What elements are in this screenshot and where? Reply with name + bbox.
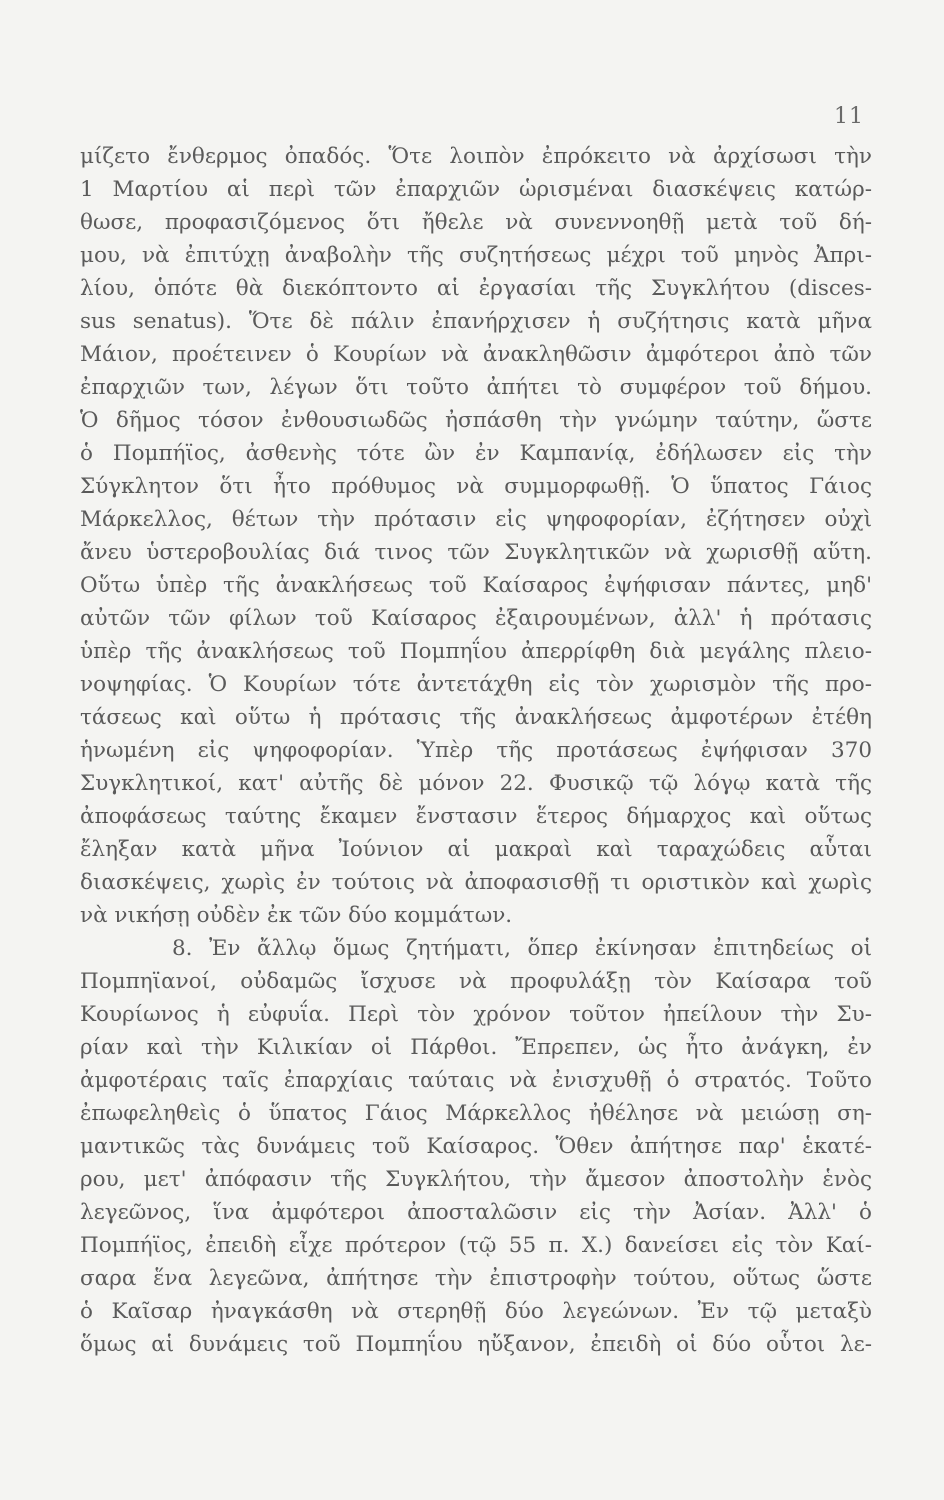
text-line: ἐπωφεληθεὶς ὁ ὕπατος Γάιος Μάρκελλος ἠθέλησε νὰ μειώσῃ ση- bbox=[80, 1101, 872, 1126]
text-line: ἡνωμένη εἰς ψηφοφορίαν. Ὑπὲρ τῆς προτάσεως ἐψήφισαν 370 bbox=[80, 738, 872, 763]
text-line: Μάιον, προέτεινεν ὁ Κουρίων νὰ ἀνακληθῶσιν ἀμφότεροι ἀπὸ τῶν bbox=[80, 342, 872, 367]
text-line: Πομπήϊος, ἐπειδὴ εἶχε πρότερον (τῷ 55 π. Χ.) δανείσει εἰς τὸν Καί- bbox=[80, 1233, 872, 1258]
text-line: Σύγκλητον ὅτι ἦτο πρόθυμος νὰ συμμορφωθῇ. Ὁ ὕπατος Γάιος bbox=[80, 474, 872, 499]
text-line: ὁ Πομπήϊος, ἀσθενὴς τότε ὢν ἐν Καμπανίᾳ, ἐδήλωσεν εἰς τὴν bbox=[80, 441, 872, 466]
text-line: ἀποφάσεως ταύτης ἔκαμεν ἔνστασιν ἕτερος δήμαρχος καὶ οὕτως bbox=[80, 804, 872, 829]
text-line: ἐπαρχιῶν των, λέγων ὅτι τοῦτο ἀπήτει τὸ συμφέρον τοῦ δήμου. bbox=[80, 375, 872, 400]
text-line: μου, νὰ ἐπιτύχῃ ἀναβολὴν τῆς συζητήσεως μέχρι τοῦ μηνὸς Ἀπρι- bbox=[80, 243, 872, 268]
text-line: ἄνευ ὑστεροβουλίας διά τινος τῶν Συγκλητικῶν νὰ χωρισθῇ αὕτη. bbox=[80, 540, 872, 565]
text-line: ὅμως αἱ δυνάμεις τοῦ Πομπηΐου ηὔξανον, ἐπειδὴ οἱ δύο οὗτοι λε- bbox=[80, 1332, 872, 1357]
text-line: ρου, μετ' ἀπόφασιν τῆς Συγκλήτου, τὴν ἄμεσον ἀποστολὴν ἑνὸς bbox=[80, 1167, 872, 1192]
text-line: σαρα ἕνα λεγεῶνα, ἀπήτησε τὴν ἐπιστροφὴν τούτου, οὕτως ὥστε bbox=[80, 1266, 872, 1291]
text-line: Μάρκελλος, θέτων τὴν πρότασιν εἰς ψηφοφορίαν, ἐζήτησεν οὐχὶ bbox=[80, 507, 872, 532]
text-line: νοψηφίας. Ὁ Κουρίων τότε ἀντετάχθη εἰς τὸν χωρισμὸν τῆς προ- bbox=[80, 672, 872, 697]
text-line: θωσε, προφασιζόμενος ὅτι ἤθελε νὰ συνεννοηθῇ μετὰ τοῦ δή- bbox=[80, 210, 872, 235]
text-line: νὰ νικήσῃ οὐδὲν ἐκ τῶν δύο κομμάτων. bbox=[80, 903, 513, 928]
text-line: ὁ Καῖσαρ ἠναγκάσθη νὰ στερηθῇ δύο λεγεώνων. Ἐν τῷ μεταξὺ bbox=[80, 1299, 872, 1324]
text-line: Ὁ δῆμος τόσον ἐνθουσιωδῶς ἠσπάσθη τὴν γνώμην ταύτην, ὥστε bbox=[80, 408, 872, 433]
text-line: διασκέψεις, χωρὶς ἐν τούτοις νὰ ἀποφασισθῇ τι οριστικὸν καὶ χωρὶς bbox=[80, 870, 872, 895]
text-line: αὐτῶν τῶν φίλων τοῦ Καίσαρος ἐξαιρουμένων, ἀλλ' ἡ πρότασις bbox=[80, 606, 872, 631]
text-line: τάσεως καὶ οὕτω ἡ πρότασις τῆς ἀνακλήσεως ἀμφοτέρων ἐτέθη bbox=[80, 705, 872, 730]
text-line: Συγκλητικοί, κατ' αὐτῆς δὲ μόνον 22. Φυσικῷ τῷ λόγῳ κατὰ τῆς bbox=[80, 771, 872, 796]
text-line: ρίαν καὶ τὴν Κιλικίαν οἱ Πάρθοι. Ἔπρεπεν, ὡς ἦτο ἀνάγκη, ἐν bbox=[80, 1035, 872, 1060]
text-line: ἀμφοτέραις ταῖς ἐπαρχίαις ταύταις νὰ ἐνισχυθῇ ὁ στρατός. Τοῦτο bbox=[80, 1068, 872, 1093]
text-line: Οὕτω ὑπὲρ τῆς ἀνακλήσεως τοῦ Καίσαρος ἐψήφισαν πάντες, μηδ' bbox=[80, 573, 872, 598]
text-line: Κουρίωνος ἡ εὐφυΐα. Περὶ τὸν χρόνον τοῦτον ἠπείλουν τὴν Συ- bbox=[80, 1002, 872, 1027]
text-line: ὑπὲρ τῆς ἀνακλήσεως τοῦ Πομπηΐου ἀπερρίφθη διὰ μεγάλης πλειο- bbox=[80, 639, 872, 664]
section-start-line: 8. Ἐν ἄλλῳ ὅμως ζητήματι, ὅπερ ἐκίνησαν ἐπιτηδείως οἱ bbox=[172, 936, 872, 961]
body-text bbox=[80, 140, 872, 1361]
text-line: ἔληξαν κατὰ μῆνα Ἰούνιον αἱ μακραὶ καὶ ταραχώδεις αὗται bbox=[80, 837, 872, 862]
page-number: 11 bbox=[834, 104, 864, 129]
text-line: λεγεῶνος, ἵνα ἀμφότεροι ἀποσταλῶσιν εἰς τὴν Ἀσίαν. Ἀλλ' ὁ bbox=[80, 1200, 872, 1225]
text-line: sus senatus). Ὅτε δὲ πάλιν ἐπανήρχισεν ἡ συζήτησις κατὰ μῆνα bbox=[80, 309, 872, 334]
text-line: λίου, ὁπότε θὰ διεκόπτοντο αἱ ἐργασίαι τῆς Συγκλήτου (disces- bbox=[80, 276, 872, 301]
text-line: 1 Μαρτίου αἱ περὶ τῶν ἐπαρχιῶν ὡρισμέναι διασκέψεις κατώρ- bbox=[80, 177, 872, 202]
text-line: Πομπηϊανοί, οὐδαμῶς ἴσχυσε νὰ προφυλάξῃ τὸν Καίσαρα τοῦ bbox=[80, 969, 872, 994]
text-line: μίζετο ἔνθερμος ὀπαδός. Ὅτε λοιπὸν ἐπρόκειτο νὰ ἀρχίσωσι τὴν bbox=[80, 144, 872, 169]
text-line: μαντικῶς τὰς δυνάμεις τοῦ Καίσαρος. Ὅθεν ἀπήτησε παρ' ἑκατέ- bbox=[80, 1134, 872, 1159]
